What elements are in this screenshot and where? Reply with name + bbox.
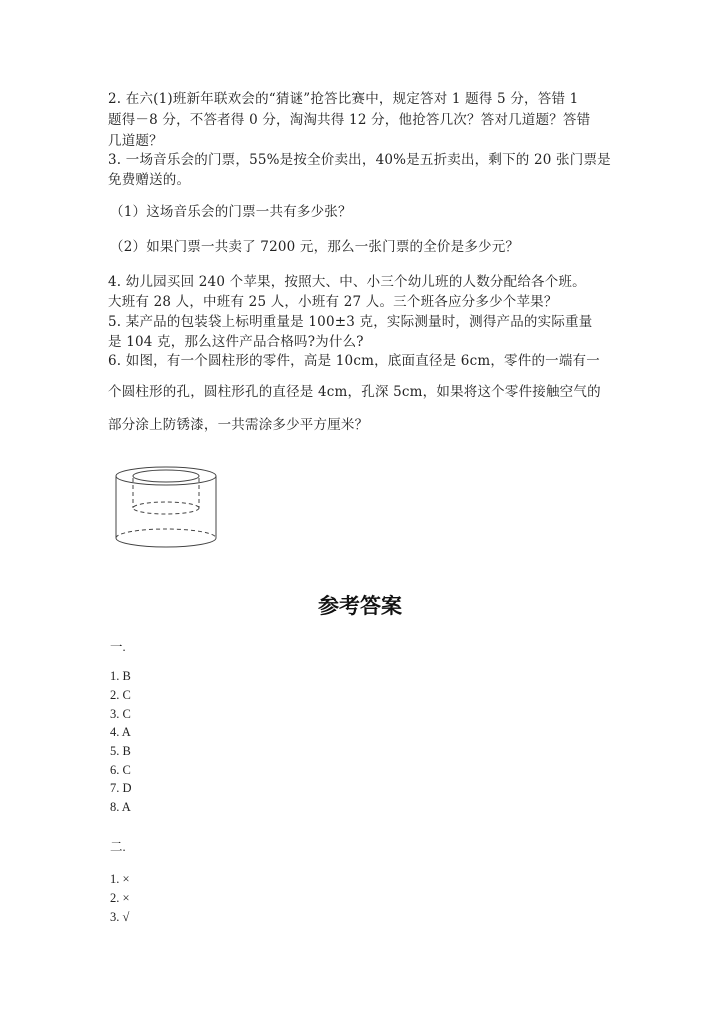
answer-item: 2. C bbox=[110, 688, 131, 702]
answer-item: 7. D bbox=[110, 781, 132, 795]
answer-item: 1. B bbox=[110, 669, 131, 683]
answer-item: 2. × bbox=[110, 891, 130, 905]
answer-item: 3. C bbox=[110, 707, 131, 721]
question-3-sub-2: （2）如果门票一共卖了 7200 元，那么一张门票的全价是多少元？ bbox=[110, 239, 520, 255]
question-6-line-2: 个圆柱形的孔，圆柱形孔的直径是 4cm，孔深 5cm，如果将这个零件接触空气的 bbox=[108, 384, 601, 400]
question-6-line-1: 6. 如图，有一个圆柱形的零件，高是 10cm，底面直径是 6cm，零件的一端有一 bbox=[108, 353, 600, 369]
answer-item: 4. A bbox=[110, 725, 131, 739]
question-4-line-1: 4. 幼儿园买回 240 个苹果，按照大、中、小三个幼儿班的人数分配给各个班。 bbox=[108, 274, 586, 290]
answer-item: 1. × bbox=[110, 872, 130, 886]
answer-item: 3. √ bbox=[110, 910, 130, 924]
question-3-line-2: 免费赠送的。 bbox=[108, 172, 191, 188]
question-3-sub-1: （1）这场音乐会的门票一共有多少张？ bbox=[110, 204, 352, 220]
question-5-line-1: 5. 某产品的包装袋上标明重量是 100±3 克，实际测量时，测得产品的实际重量 bbox=[108, 314, 593, 330]
question-5-line-2: 是 104 克，那么这件产品合格吗?为什么? bbox=[108, 334, 364, 350]
question-3-line-1: 3. 一场音乐会的门票，55%是按全价卖出，40%是五折卖出，剩下的 20 张门票是 bbox=[108, 152, 611, 168]
answer-item: 8. A bbox=[110, 800, 131, 814]
question-2-line-1: 2. 在六(1)班新年联欢会的“猜谜”抢答比赛中，规定答对 1 题得 5 分，答错 1 bbox=[108, 91, 579, 107]
section-1-heading: 一. bbox=[110, 640, 126, 654]
question-2-line-2: 题得－8 分，不答者得 0 分，淘淘共得 12 分，他抢答几次？答对几道题？答错 bbox=[108, 112, 591, 128]
question-2-line-3: 几道题？ bbox=[108, 133, 163, 149]
answer-key-title: 参考答案 bbox=[318, 594, 402, 618]
section-2-heading: 二. bbox=[110, 840, 126, 854]
answer-item: 5. B bbox=[110, 744, 131, 758]
answer-item: 6. C bbox=[110, 763, 131, 777]
question-4-line-2: 大班有 28 人，中班有 25 人，小班有 27 人。三个班各应分多少个苹果？ bbox=[108, 294, 558, 310]
question-6-line-3: 部分涂上防锈漆，一共需涂多少平方厘米？ bbox=[108, 417, 369, 433]
cylinder-with-hole-diagram bbox=[112, 462, 222, 558]
